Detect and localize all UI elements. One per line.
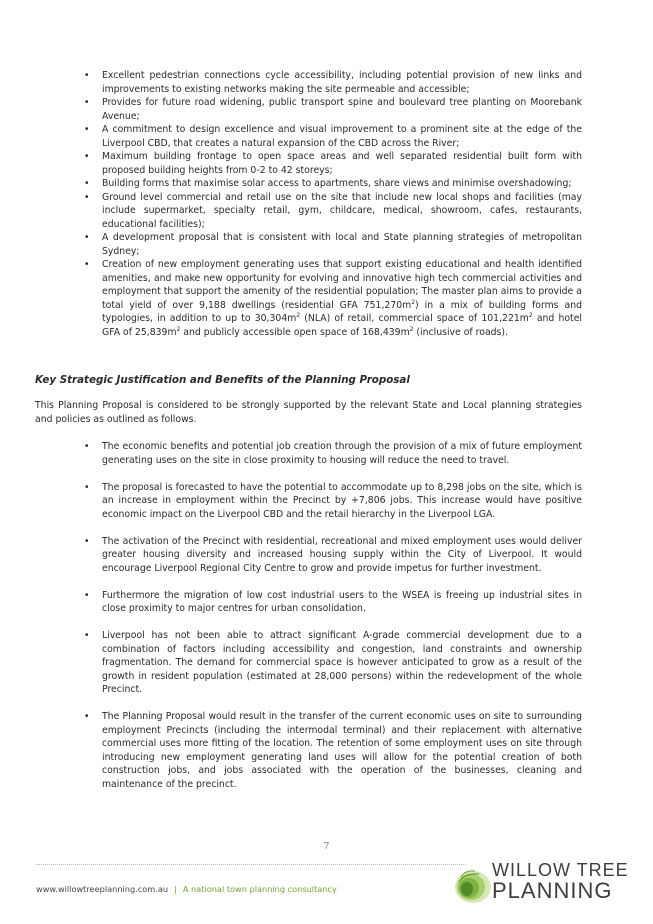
tree-icon [455, 871, 491, 903]
list-item: • Ground level commercial and retail use on the site that include new local shops and facilities (may include supermarket, specialty retail, gym, childcare, medical, showroom, cafes, restaurants, educational facilities); [84, 191, 582, 232]
list-item: • A development proposal that is consistent with local and State planning strategies of metropolitan Sydney; [84, 231, 582, 258]
justification-list [84, 440, 582, 805]
list-item: • Maximum building frontage to open space areas and well separated residential built form with proposed building heights from 0-2 to 42 storeys; [84, 150, 582, 177]
footer [36, 884, 337, 894]
list-item: • The economic benefits and potential job creation through the provision of a mix of future employment generating uses on the site in close proximity to housing will reduce the need to travel. [84, 440, 582, 467]
list-item: • Excellent pedestrian connections cycle accessibility, including potential provision of new links and improvements to existing networks making the site permeable and accessible; [84, 69, 582, 96]
intro-paragraph: This Planning Proposal is considered to be strongly supported by the relevant State and Local planning strategies and policies as outlined as follows. [35, 400, 582, 425]
list-item: • Building forms that maximise solar access to apartments, share views and minimise overshadowing; [84, 177, 582, 191]
list-item: • The activation of the Precinct with residential, recreational and mixed employment uses would deliver greater housing diversity and increased housing supply within the City of Liverpool. It would encourage Liverpool Regional City Centre to grow and provide impetus for further investment. [84, 535, 582, 576]
list-item: • Liverpool has not been able to attract significant A-grade commercial development due to a combination of factors including accessibility and congestion, land constraints and ownership fragmentation. The demand for commercial space is however anticipated to grow as a result of the growth in resident population (estimated at 28,000 persons) within the redevelopment of the whole Precinct. [84, 629, 582, 697]
section-heading: Key Strategic Justification and Benefits of the Planning Proposal [35, 374, 410, 386]
page-number: 7 [323, 842, 330, 852]
list-item: • Creation of new employment generating uses that support existing educational and health identified amenities, and make new opportunity for evolving and innovative high tech commercial activities and employment that support the amenity of the residential population; The master plan aims to provide a total yield of over 9,188 dwellings (residential GFA $751,270m^2$) in a mix of building forms and typologies, in addition to up to $30,304m^2$ (NLA) of retail, commercial space of $101,221m^2$ and hotel GFA of $25,839m^2$ and publicly accessible open space of $168,439m^2$ (inclusive of roads). [84, 258, 582, 339]
list-item: • Furthermore the migration of low cost industrial users to the WSEA is freeing up industrial sites in close proximity to major centres for urban consolidation. [84, 589, 582, 616]
benefits-list [84, 69, 582, 339]
list-item: • A commitment to design excellence and visual improvement to a prominent site at the edge of the Liverpool CBD, that creates a natural expansion of the CBD across the River; [84, 123, 582, 150]
list-item: • The Planning Proposal would result in the transfer of the current economic uses on site to surrounding employment Precincts (including the intermodal terminal) and their replacement with alternative commercial uses more fitting of the location. The retention of some employment uses on site through introducing new employment generating land uses will allow for the potential creation of both construction jobs, and jobs associated with the operation of the businesses, cleaning and maintenance of the precinct. [84, 710, 582, 791]
footer-divider [36, 864, 466, 865]
footer-tagline: A national town planning consultancy [182, 884, 337, 894]
footer-separator: | [174, 884, 177, 894]
list-item: • Provides for future road widening, public transport spine and boulevard tree planting on Moorebank Avenue; [84, 96, 582, 123]
list-item: • The proposal is forecasted to have the potential to accommodate up to 8,298 jobs on the site, which is an increase in employment within the Precinct by +7,806 jobs. This increase would have positive economic impact on the Liverpool CBD and the retail hierarchy in the Liverpool LGA. [84, 481, 582, 522]
logo-wordmark: WILLOW TREE PLANNING [492, 860, 629, 903]
footer-url[interactable]: www.willowtreeplanning.com.au [36, 884, 169, 894]
